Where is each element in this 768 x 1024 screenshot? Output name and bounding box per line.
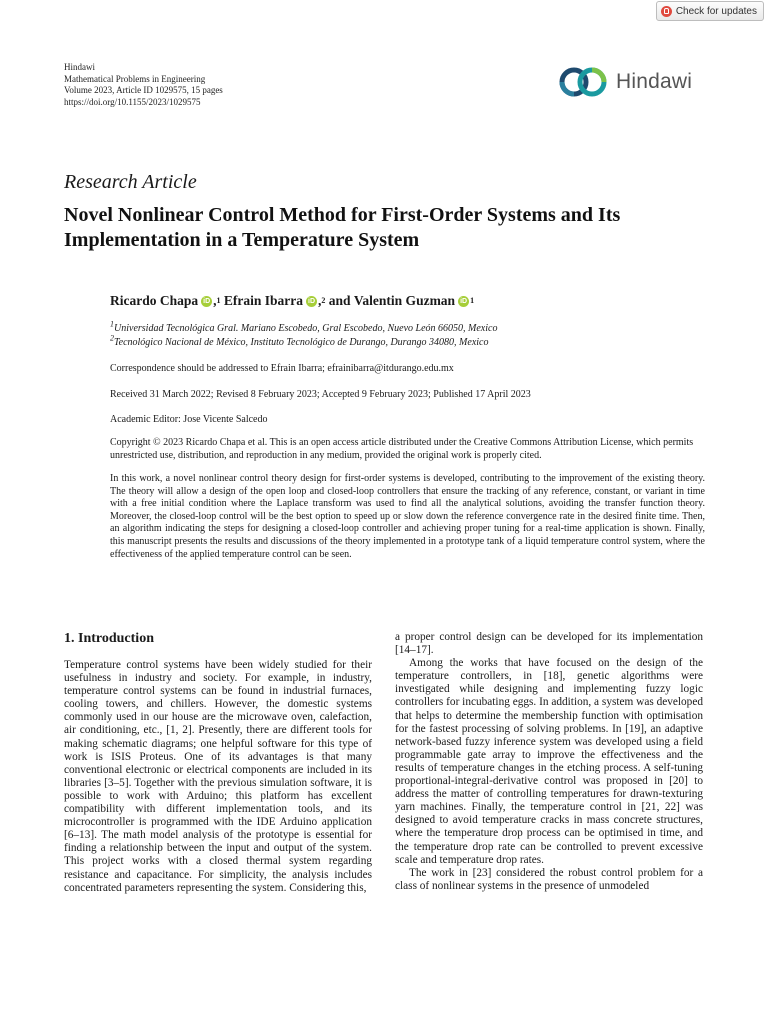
abstract: In this work, a novel nonlinear control theory design for first-order systems is developed, contributing to the improvement of the existing theory. The theory will allow a design of the open loop and closed-loop controllers that ensure the tracking of any reference, constant, or variant in time with a free initial condition where the Laplace transform was used to find all the analytical solutions, avoiding the transfer function theory. Moreover, the closed-loop control will be the best option to speed up or slow down the reference convergence rate in the desired finite time. Then, an algorithm indicating the steps for designing a closed-loop controller and achieving proper tuning for a real-time application is shown. Finally, this manuscript presents the results and discussions of the theory implemented in a prototype tank of a liquid temperature control system, where the effectiveness of the applied temperature control can be seen.	[110, 473, 705, 560]
author-name[interactable]: Efrain Ibarra	[223, 293, 304, 308]
paragraph: Among the works that have focused on the design of the temperature controllers, in [18], genetic algorithms were investigated while designing and implementing fuzzy logic controllers for incubating eggs. In addition, a system was developed that helps to determine the membership function with optimisation for the fastest processing of solving problems. In [19], an adaptive network-based fuzzy inference system was developed using a field programmable gate array to improve the effectiveness and the results of temperature changes in the etching process. A self-tuning proportional-integral-derivative control was proposed in [20] to address the matter of controlling temperatures for drawn-texturing yarn machines. Finally, the temperature control in [21, 22] was designed to avoid temperature cracks in mass concrete structures, where the temperature drop process can be optimised in time, and the temperature drop rate can be controlled to prevent excessive scale and temperature drop rates.	[395, 657, 703, 866]
orcid-icon[interactable]: iD	[203, 297, 211, 305]
logo-text: Hindawi	[616, 70, 693, 93]
article-type: Research Article	[64, 171, 197, 193]
authors-and: and	[328, 293, 351, 308]
volume-line: Volume 2023, Article ID 1029575, 15 pages	[64, 85, 223, 95]
author-name[interactable]: Ricardo Chapa	[110, 293, 199, 308]
check-for-updates-button[interactable]	[656, 1, 764, 21]
hindawi-rings-icon	[558, 64, 610, 100]
check-for-updates-label: Check for updates	[675, 5, 757, 17]
journal-name: Mathematical Problems in Engineering	[64, 73, 206, 84]
academic-editor: Academic Editor: Jose Vicente Salcedo	[110, 414, 268, 425]
affiliation: $^1$Universidad Tecnológica Gral. Mariano Escobedo, Gral Escobedo, Nuevo León 66050, Mexico	[110, 319, 498, 334]
affiliation: $^2$Tecnológico Nacional de México, Instituto Tecnológico de Durango, Durango 34080, Mexico	[110, 333, 489, 348]
copyright-notice: Copyright © 2023 Ricardo Chapa et al. This is an open access article distributed under the Creative Commons Attribution License, which permits unrestricted use, distribution, and reproduction in any medium, provided the original work is properly cited.	[110, 437, 694, 461]
section-heading: 1. Introduction	[64, 631, 154, 646]
correspondence: Correspondence should be addressed to Efrain Ibarra; efrainibarra@itdurango.edu.mx	[110, 363, 454, 374]
body-column-left	[64, 659, 372, 895]
paragraph: The work in [23] considered the robust control problem for a class of nonlinear systems in the presence of unmodeled	[395, 866, 703, 892]
update-icon	[661, 6, 672, 17]
publisher-name: Hindawi	[64, 62, 95, 72]
journal-info	[64, 62, 223, 108]
orcid-icon[interactable]: iD	[460, 297, 468, 305]
doi-link[interactable]: https://doi.org/10.1155/2023/1029575	[64, 96, 201, 107]
author-name[interactable]: Valentin Guzman	[353, 293, 456, 308]
paragraph: a proper control design can be developed for its implementation [14–17].	[395, 631, 703, 657]
affiliations	[110, 319, 498, 350]
hindawi-logo	[558, 64, 692, 100]
author-list: Ricardo Chapa iD , 1 Efrain Ibarra iD , 2 and Valentin Guzman iD 1	[110, 293, 475, 308]
body-column-right	[395, 631, 703, 893]
article-dates: Received 31 March 2022; Revised 8 February 2023; Accepted 9 February 2023; Published 17 April 2023	[110, 389, 531, 400]
article-title: Novel Nonlinear Control Method for First-Order Systems and Its Implementation in a Temperature System	[64, 204, 621, 251]
paragraph: Temperature control systems have been widely studied for their usefulness in industry and society. For example, in industry, temperature control systems can be found in industrial furnaces, cooling towers, and chillers. However, the domestic systems commonly used in our house are the microwave oven, calefaction, air conditioning, etc., [1, 2]. Presently, there are different tools for making schematic diagrams; one helpful software for this type of work is ISIS Proteus. One of its advantages is that many conventional electronic or electrical components are included in its libraries [3–5]. Together with the previous simulation software, it is possible to work with Arduino; this platform has excellent compatibility with different implementation tools, and its microcontroller is programmed with the IDE Arduino application [6–13]. The math model analysis of the prototype is essential for finding a relationship between the input and output of the system. This project works with a closed thermal system regarding resistance and capacitance. For simplicity, the analysis includes concentrated parameters representing the system. Considering this,	[64, 659, 372, 894]
orcid-icon[interactable]: iD	[308, 297, 316, 305]
